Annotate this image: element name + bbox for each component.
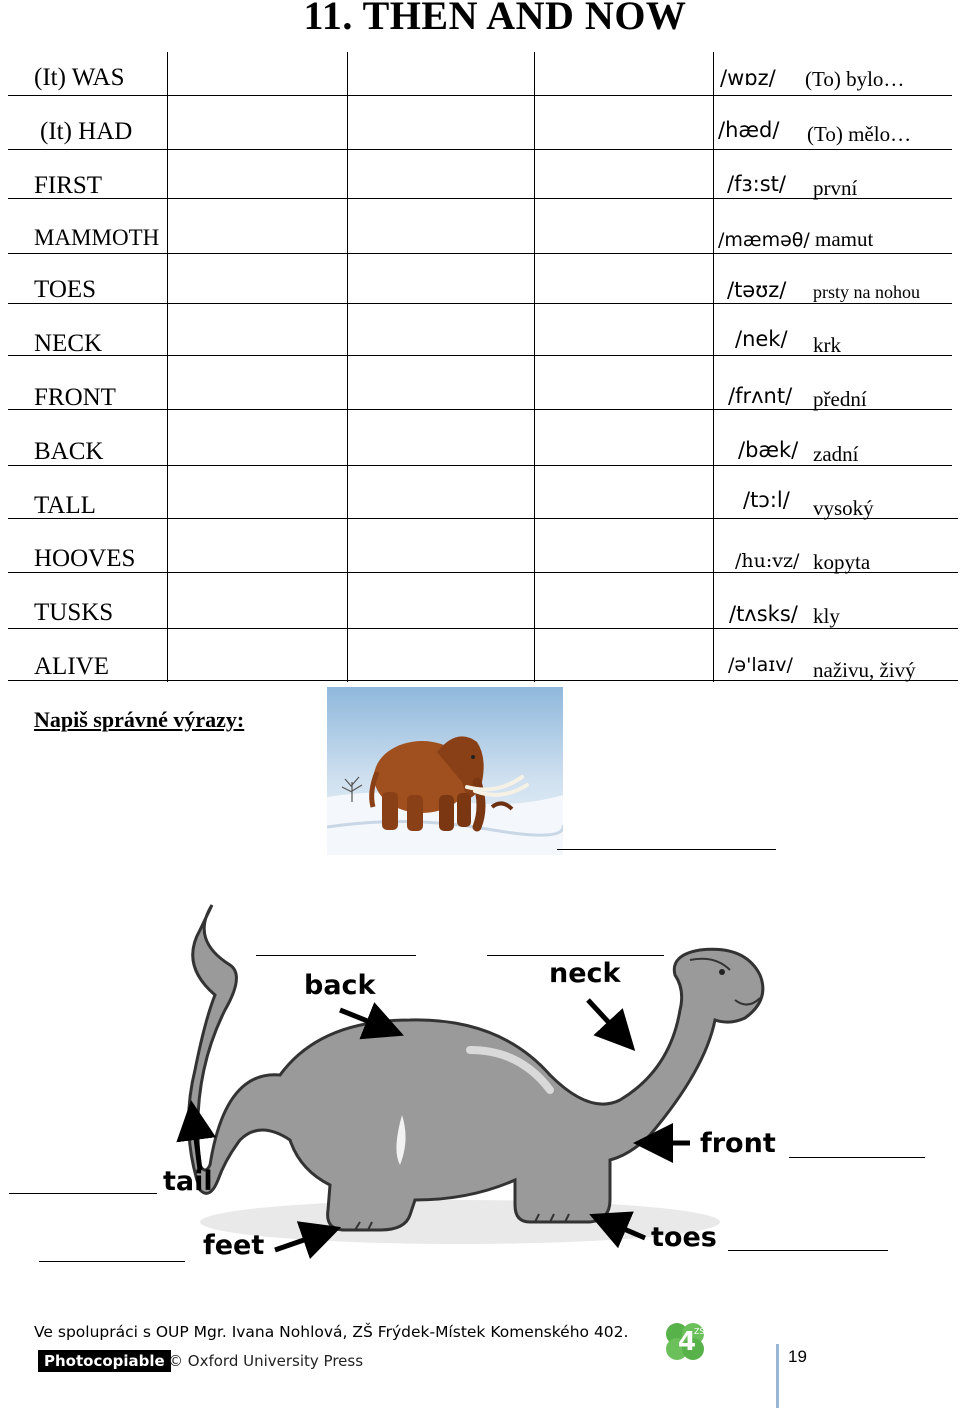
table-column-divider — [347, 52, 348, 682]
school-logo — [663, 1320, 709, 1364]
vocab-translation: první — [813, 176, 858, 200]
table-row-line — [8, 355, 952, 356]
table-row-line — [8, 409, 952, 410]
vocab-word: TUSKS — [34, 599, 114, 626]
svg-text:ZŠ: ZŠ — [694, 1327, 705, 1336]
vocab-translation: přední — [813, 387, 867, 411]
vocab-translation: vysoký — [813, 496, 874, 520]
vocab-word: TOES — [34, 276, 97, 303]
dinosaur-illustration — [170, 900, 780, 1260]
dinosaur-body — [189, 905, 763, 1230]
label-toes: toes — [651, 1222, 717, 1253]
vocab-ipa: /bæk/ — [738, 438, 799, 462]
answer-blank[interactable] — [557, 849, 776, 850]
table-row-line — [8, 149, 952, 150]
answer-blank[interactable] — [9, 1193, 157, 1194]
vocab-word: MAMMOTH — [34, 225, 160, 250]
vocab-ipa: /wɒz/ — [720, 66, 776, 90]
vocab-word: NECK — [34, 330, 103, 357]
label-back: back — [304, 970, 376, 1001]
table-row-line — [8, 95, 952, 96]
page-title: 11. THEN AND NOW — [303, 0, 687, 38]
page-number-bar — [776, 1344, 779, 1408]
table-row-line — [8, 465, 952, 466]
label-front: front — [700, 1128, 776, 1159]
svg-text:4: 4 — [678, 1327, 697, 1357]
answer-blank[interactable] — [39, 1261, 185, 1262]
label-feet: feet — [203, 1230, 265, 1261]
vocab-ipa: /tɔ:l/ — [743, 488, 790, 512]
label-neck: neck — [549, 958, 621, 989]
vocab-translation: (To) mělo… — [807, 122, 912, 146]
vocab-ipa: /nek/ — [735, 327, 788, 351]
mammoth-illustration — [327, 687, 563, 855]
vocab-ipa: /tʌsks/ — [729, 602, 798, 626]
vocab-translation: naživu, živý — [813, 658, 916, 682]
vocab-ipa: /təʊz/ — [727, 278, 787, 302]
publisher-text: © Oxford University Press — [168, 1352, 364, 1370]
table-column-divider — [167, 52, 168, 682]
table-row-line — [8, 303, 952, 304]
answer-blank[interactable] — [789, 1157, 925, 1158]
vocab-ipa: /fɜ:st/ — [727, 172, 786, 196]
vocab-ipa: /hæd/ — [718, 118, 780, 142]
vocab-word: FRONT — [34, 384, 116, 411]
table-row-line — [8, 198, 952, 199]
vocab-word: HOOVES — [34, 545, 136, 572]
vocab-ipa: /ə'laɪv/ — [728, 654, 793, 676]
table-column-divider — [534, 52, 535, 682]
vocab-word: TALL — [34, 492, 96, 519]
vocab-translation: krk — [813, 333, 841, 357]
table-row-line — [8, 253, 952, 254]
vocab-translation: zadní — [813, 442, 859, 466]
vocab-translation: prsty na nohou — [813, 282, 920, 302]
vocab-word: BACK — [34, 438, 104, 465]
vocab-word: ALIVE — [34, 653, 109, 680]
vocab-translation: mamut — [815, 227, 874, 251]
vocab-ipa: /mæməθ/ — [718, 229, 810, 251]
task-instruction: Napiš správné výrazy: — [34, 707, 245, 732]
vocab-word: (It) WAS — [34, 64, 125, 91]
photocopiable-badge: Photocopiable — [38, 1350, 171, 1372]
table-column-divider — [713, 52, 714, 682]
vocab-translation: kopyta — [813, 550, 871, 574]
vocab-word: (It) HAD — [40, 118, 133, 145]
vocab-ipa: /frʌnt/ — [728, 384, 793, 408]
label-tail: tail — [163, 1166, 213, 1197]
vocab-translation: (To) bylo… — [805, 67, 905, 91]
footer-credit: Ve spolupráci s OUP Mgr. Ivana Nohlová, ZŠ Frýdek-Místek Komenského 402. — [34, 1323, 629, 1341]
vocab-translation: kly — [813, 604, 840, 628]
vocab-ipa: /hu:vz/ — [735, 550, 800, 572]
page-number: 19 — [788, 1347, 807, 1366]
vocab-word: FIRST — [34, 172, 103, 199]
